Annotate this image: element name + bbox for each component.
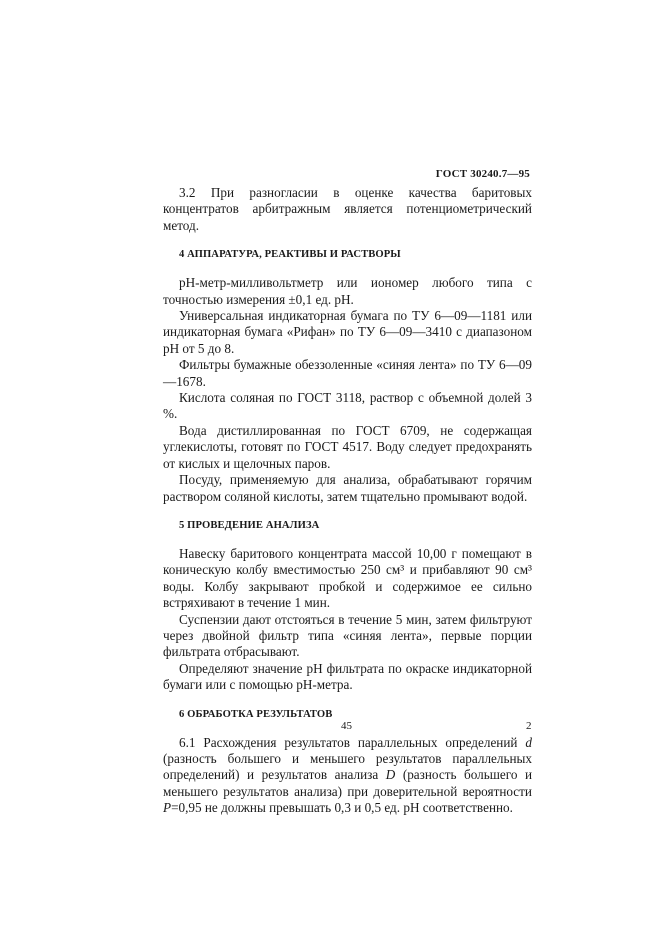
paragraph-indicator-paper: Универсальная индикаторная бумага по ТУ 6—09—1181 или индикаторная бумага «Рифан» по ТУ 6—09—3410 с диапазоном рН от 5 до 8.: [163, 308, 532, 356]
paragraph-determine: Определяют значение рН фильтрата по окраске индикаторной бумаги или с помощью рН-метра.: [163, 660, 532, 693]
paragraph-filters: Фильтры бумажные обеззоленные «синяя лента» по ТУ 6—09—1678.: [163, 357, 532, 389]
paragraph-sample: Навеску баритового концентрата массой 10,00 г помещают в коническую колбу вместимостью 250 см³ и прибавляют 90 см³ воды. Колбу закрывают пробкой и содержимое ее сильно встряхивают в течение 1 мин.: [163, 545, 532, 611]
paragraph-water: Вода дистиллированная по ГОСТ 6709, не содержащая углекислоты, готовят по ГОСТ 4517. Воду следует предохранять от кислых и щелочных паров.: [163, 422, 532, 471]
paragraph-6-1-part-a: 6.1 Расхождения результатов параллельных определений: [179, 734, 526, 750]
variable-d: d: [525, 734, 532, 750]
paragraph-suspension: Суспензии дают отстояться в течение 5 мин, затем фильтруют через двойной фильтр типа «синяя лента», первые порции фильтрата отбрасывают.: [163, 611, 532, 660]
paragraph-3-2: 3.2 При разногласии в оценке качества баритовых концентратов арбитражным является потенциометрический метод.: [163, 185, 532, 233]
paragraph-dishes: Посуду, применяемую для анализа, обрабатывают горячим раствором соляной кислоты, затем тщательно промывают водой.: [163, 472, 532, 504]
section-heading-4: 4 АППАРАТУРА, РЕАКТИВЫ И РАСТВОРЫ: [179, 249, 401, 261]
section-heading-5: 5 ПРОВЕДЕНИЕ АНАЛИЗА: [179, 519, 320, 531]
document-code-header: ГОСТ 30240.7—95: [435, 168, 530, 180]
page-number: 45: [341, 720, 352, 732]
section-heading-6: 6 ОБРАБОТКА РЕЗУЛЬТАТОВ: [179, 708, 333, 720]
paragraph-acid: Кислота соляная по ГОСТ 3118, раствор с объемной долей 3 %.: [163, 390, 532, 422]
sheet-number: 2: [526, 720, 532, 732]
paragraph-6-1-part-e: =0,95 не должны превышать 0,3 и 0,5 ед. рН соответственно.: [171, 800, 513, 816]
paragraph-6-1: [163, 735, 532, 817]
paragraph-ph-meter: рН-метр-милливольтметр или иономер любого типа с точностью измерения ±0,1 ед. рН.: [163, 275, 532, 307]
variable-P: P: [163, 800, 172, 816]
paragraph-6-1-part-b: (разность большего и меньшего результатов параллельных определений) и результатов анализа: [163, 750, 532, 783]
paragraph-6-1-part-c: (разность большего и меньшего результатов анализа) при доверительной вероятности: [163, 767, 532, 799]
variable-D: D: [385, 767, 396, 783]
